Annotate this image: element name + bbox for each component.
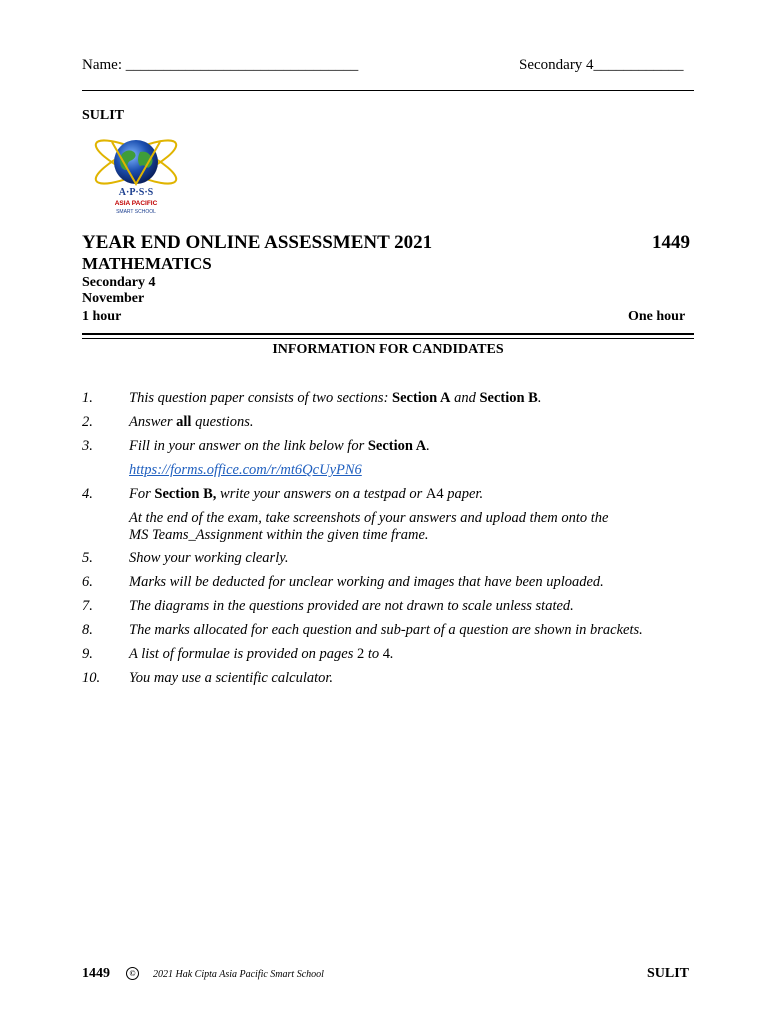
item-number: 5. xyxy=(82,550,93,566)
classification-label: SULIT xyxy=(82,108,125,123)
section-a-form-link[interactable]: https://forms.office.com/r/mt6QcUyPN6 xyxy=(129,462,362,478)
item-text: Marks will be deducted for unclear working and images that have been uploaded. xyxy=(129,574,604,590)
item-text: You may use a scientific calculator. xyxy=(129,670,334,686)
subject-name: MATHEMATICS xyxy=(82,254,212,273)
header-divider xyxy=(82,90,694,91)
item-text: The marks allocated for each question and sub-part of a question are shown in brackets. xyxy=(129,622,643,638)
item-text: For Section B, write your answers on a testpad or A4 paper. xyxy=(129,486,484,502)
item-text: Answer all questions. xyxy=(129,414,254,430)
item-text: Fill in your answer on the link below for Section A. xyxy=(129,438,430,454)
month-label: November xyxy=(82,291,145,306)
copyright-icon: © xyxy=(126,967,139,980)
item-number: 3. xyxy=(82,438,93,454)
name-field-label: Name: _______________________________ xyxy=(82,57,359,73)
footer-paper-code: 1449 xyxy=(82,966,110,981)
item-number: 10. xyxy=(82,670,101,686)
information-heading: INFORMATION FOR CANDIDATES xyxy=(272,342,504,357)
item-text: The diagrams in the questions provided are not drawn to scale unless stated. xyxy=(129,598,574,614)
logo-line-2: SMART SCHOOL xyxy=(116,209,156,215)
logo-line-1: ASIA PACIFIC xyxy=(114,200,158,207)
school-logo xyxy=(88,132,184,220)
item-text: At the end of the exam, take screenshots of your answers and upload them onto the MS Teams_Assignment within the given time frame. xyxy=(129,510,609,543)
globe-logo-icon xyxy=(88,132,184,220)
duration-words: One hour xyxy=(628,309,686,324)
paper-code: 1449 xyxy=(652,232,690,253)
exam-title: YEAR END ONLINE ASSESSMENT 2021 xyxy=(82,232,433,253)
item-number: 2. xyxy=(82,414,93,430)
item-number: 4. xyxy=(82,486,93,502)
item-number: 8. xyxy=(82,622,93,638)
duration-label: 1 hour xyxy=(82,309,122,324)
level-label: Secondary 4 xyxy=(82,275,156,290)
header-row xyxy=(82,57,694,77)
item-text: Show your working clearly. xyxy=(129,550,289,566)
item-text: This question paper consists of two sections: Section A and Section B. xyxy=(129,390,542,406)
item-number: 9. xyxy=(82,646,93,662)
class-field-label: Secondary 4____________ xyxy=(519,57,684,73)
footer-classification: SULIT xyxy=(647,966,690,981)
logo-acronym: A·P·S·S xyxy=(118,187,154,198)
double-divider xyxy=(82,333,694,339)
item-number: 7. xyxy=(82,598,93,614)
copyright-text: 2021 Hak Cipta Asia Pacific Smart School xyxy=(153,969,324,980)
item-number: 1. xyxy=(82,390,93,406)
item-number: 6. xyxy=(82,574,93,590)
item-text: A list of formulae is provided on pages 2 to 4. xyxy=(129,646,394,662)
